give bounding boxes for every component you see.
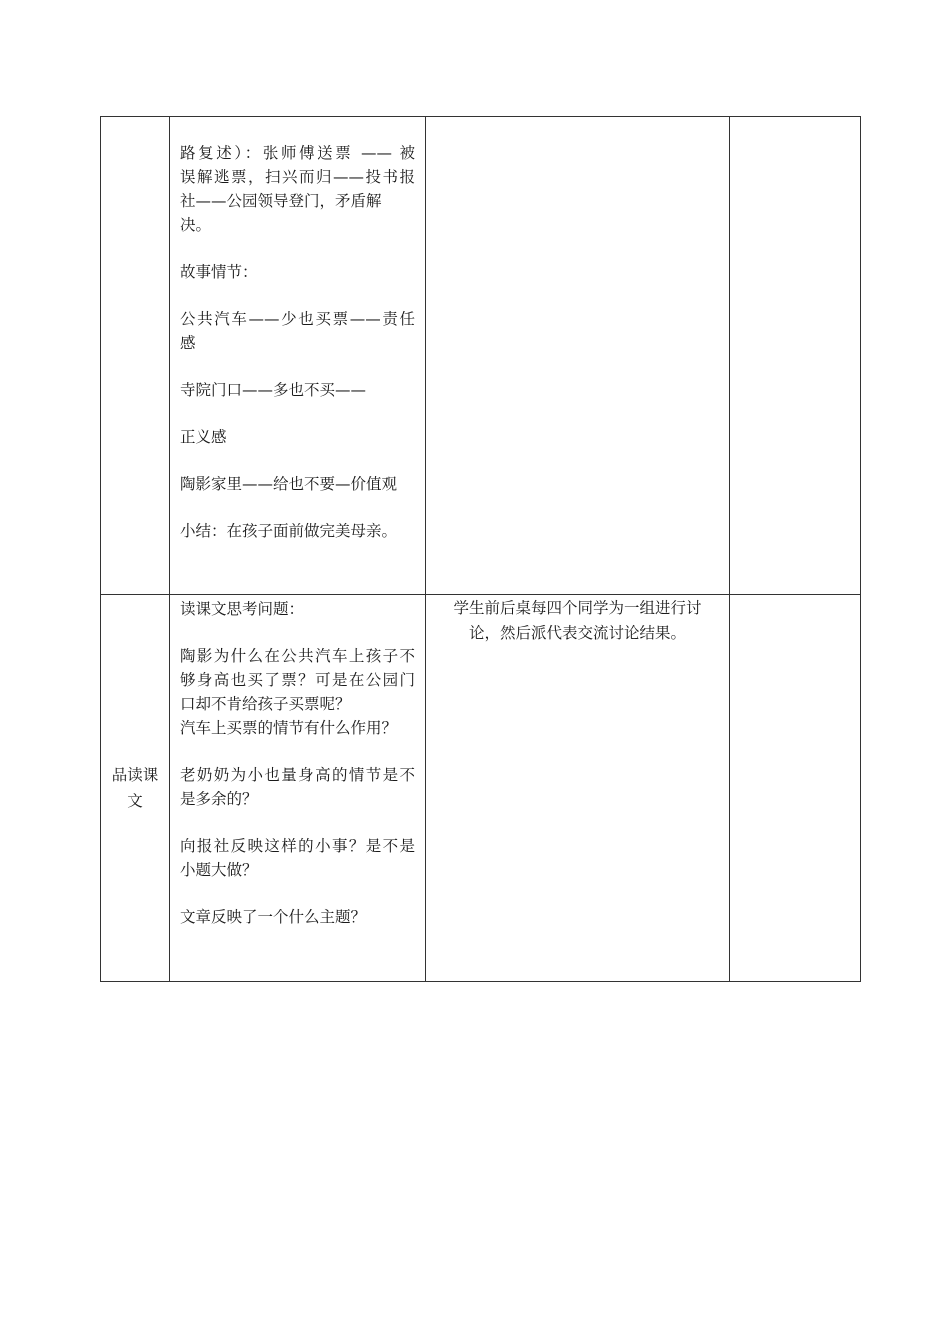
question-line: 陶影为什么在公共汽车上孩子不 (180, 647, 415, 665)
question-line: 向报社反映这样的小事？是不是 (180, 837, 415, 855)
plot-item-line: 寺院门口——多也不买—— (180, 381, 367, 399)
section-cell (101, 595, 170, 982)
student-activity-text: 学生前后桌每四个同学为一组进行讨论，然后派代表交流讨论结果。 (453, 599, 702, 642)
plot-item (180, 425, 415, 449)
question-line: 小题大做？ (180, 861, 258, 879)
table-row (101, 117, 861, 595)
plot-summary (180, 141, 415, 237)
question-item (180, 763, 415, 811)
plot-heading: 故事情节： (180, 263, 258, 281)
plot-summary-conclusion (180, 519, 415, 543)
notes-cell (730, 595, 861, 982)
question-item: 文章反映了一个什么主题？ (180, 908, 367, 926)
plot-item-line: 正义感 (180, 428, 227, 446)
question-line: 是多余的？ (180, 790, 258, 808)
section-cell (101, 117, 170, 595)
question-line: 够身高也买了票？可是在公园门 (180, 671, 415, 689)
plot-item (180, 307, 415, 355)
question-item (180, 834, 415, 882)
plot-item (180, 378, 415, 402)
summary-line: 路复述）：张师傅送票 —— 被 (180, 144, 415, 162)
question-line: 口却不肯给孩子买票呢？ (180, 695, 351, 713)
summary-line: 决。 (180, 216, 212, 234)
summary-line: 误解逃票，扫兴而归——投书报 (180, 168, 415, 186)
summary-line: 社——公园领导登门，矛盾解 (180, 192, 382, 210)
plot-item-line: 感 (180, 334, 196, 352)
question-item (180, 644, 415, 716)
question-heading: 读课文思考问题： (180, 600, 305, 618)
plot-item (180, 472, 415, 496)
lesson-plan-table (100, 116, 861, 982)
table-row (101, 595, 861, 982)
teaching-content-cell (170, 595, 426, 982)
plot-item-line: 小结：在孩子面前做完美母亲。 (180, 522, 398, 540)
teaching-content-cell (170, 117, 426, 595)
section-label: 品读课文 (111, 766, 159, 810)
question-item: 汽车上买票的情节有什么作用？ (180, 719, 398, 737)
question-line: 老奶奶为小也量身高的情节是不 (180, 766, 415, 784)
student-activity-cell (426, 117, 730, 595)
notes-cell (730, 117, 861, 595)
plot-item-line: 陶影家里——给也不要—价值观 (180, 475, 398, 493)
plot-item-line: 公共汽车——少也买票——责任 (180, 310, 415, 328)
student-activity-cell (426, 595, 730, 982)
